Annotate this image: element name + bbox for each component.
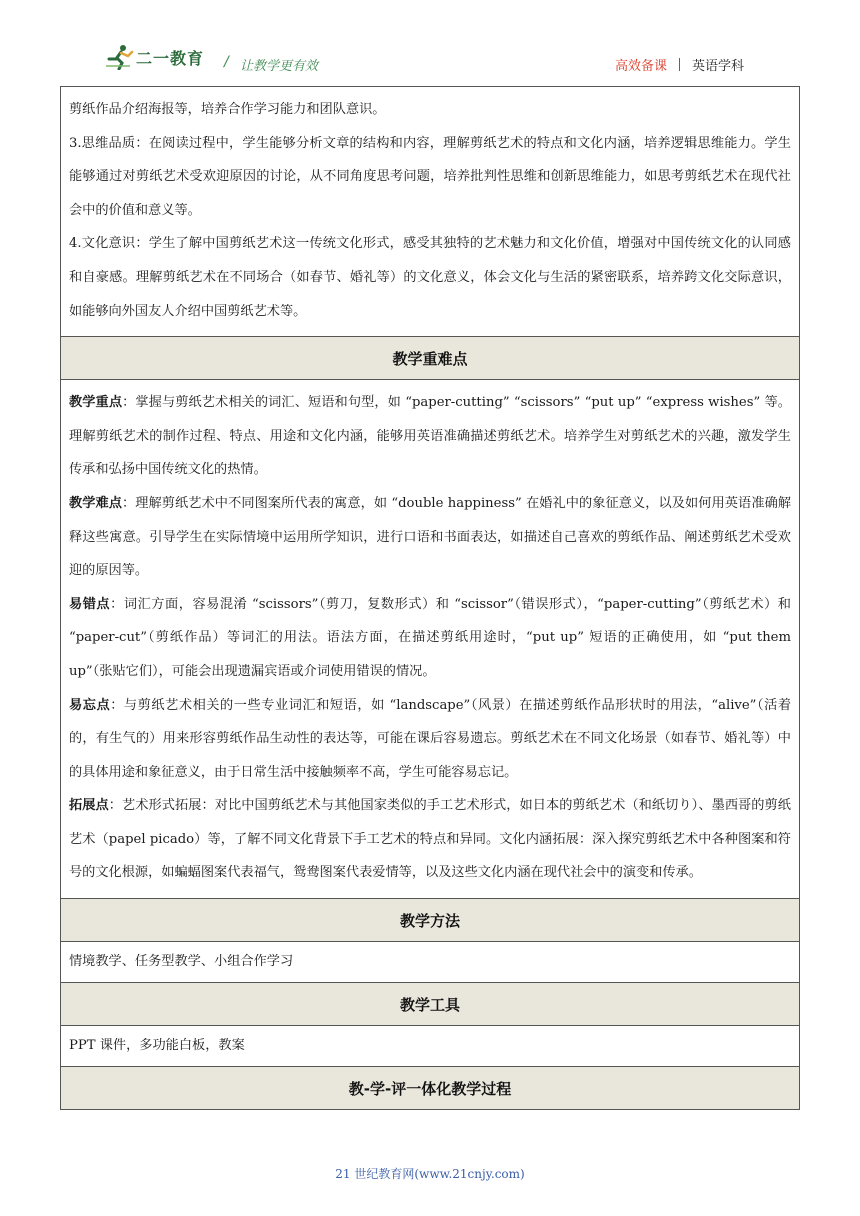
key-points-text: [61, 380, 799, 898]
objectives-text: [61, 87, 799, 336]
objective-thinking: 3.思维品质：在阅读过程中，学生能够分析文章的结构和内容，理解剪纸艺术的特点和文化内涵，培养逻辑思维能力。学生能够通过对剪纸艺术受欢迎原因的讨论，从不同角度思考问题，培养批判性思维和创新思维能力，如思考剪纸艺术在现代社会中的价值和意义等。: [69, 135, 791, 218]
easily-forgotten-points: [69, 689, 791, 790]
tools-cell: [61, 1026, 800, 1067]
objectives-row: [61, 87, 800, 337]
error-prone-label: 易错点: [69, 596, 111, 612]
tools-row: [61, 1026, 800, 1067]
methods-heading-row: [61, 899, 800, 942]
methods-heading: 教学方法: [61, 899, 800, 942]
header-accent-label: 高效备课: [614, 59, 667, 74]
teaching-focus: [69, 386, 791, 487]
methods-row: [61, 942, 800, 983]
teaching-difficulty-label: 教学难点: [69, 495, 123, 511]
page-footer: 21 世纪教育网(www.21cnjy.com): [335, 1167, 525, 1181]
teaching-difficulty: [69, 487, 791, 588]
page-header: [0, 0, 860, 86]
header-right: [615, 55, 744, 74]
objective-culture: 4.文化意识：学生了解中国剪纸艺术这一传统文化形式，感受其独特的艺术魅力和文化价值，增强对中国传统文化的认同感和自豪感。理解剪纸艺术在不同场合（如春节、婚礼等）的文化意义，体会文化与生活的紧密联系，培养跨文化交际意识，如能够向外国友人介绍中国剪纸艺术等。: [69, 236, 791, 319]
runner-logo-icon: [104, 44, 134, 70]
key-points-row: [61, 380, 800, 899]
easily-forgotten-text: ：与剪纸艺术相关的一些专业词汇和短语，如 “landscape”（风景）在描述剪纸作品形状时的用法，“alive”（活着的，有生气的）用来形容剪纸作品生动性的表达等，可能在课后容易遗忘。剪纸艺术在不同文化场景（如春节、婚礼等）中的具体用途和象征意义，由于日常生活中接触频率不高，学生可能容易忘记。: [69, 697, 792, 780]
extension-text: ：艺术形式拓展：对比中国剪纸艺术与其他国家类似的手工艺术形式，如日本的剪纸艺术（和纸切り）、墨西哥的剪纸艺术（papel picado）等，了解不同文化背景下手工艺术的特点和异同。文化内涵拓展：深入探究剪纸艺术中各种图案和符号的文化根源，如蝙蝠图案代表福气，鸳鸯图案代表爱情等，以及这些文化内涵在现代社会中的演变和传承。: [69, 798, 791, 881]
key-points-cell: [61, 380, 800, 899]
slogan: 让教学更有效: [240, 59, 319, 74]
objectives-cell: [61, 87, 800, 337]
teaching-focus-text: ：掌握与剪纸艺术相关的词汇、短语和句型，如 “paper-cutting” “scissors” “put up” “express wishes” 等。理解剪纸艺术的制作过程、特点、用途和文化内涵，能够用英语准确描述剪纸艺术。培养学生对剪纸艺术的兴趣，激发学生传承和弘扬中国传统文化的热情。: [69, 395, 791, 478]
extension-points: [69, 789, 791, 890]
key-points-heading: 教学重难点: [61, 337, 800, 380]
lesson-plan-table: [60, 86, 800, 1110]
process-heading: 教-学-评一体化教学过程: [61, 1067, 800, 1110]
teaching-difficulty-text: ：理解剪纸艺术中不同图案所代表的寓意，如 “double happiness” 在婚礼中的象征意义，以及如何用英语准确解释这些寓意。引导学生在实际情境中运用所学知识，进行口语和书面表达，如描述自己喜欢的剪纸作品、阐述剪纸艺术受欢迎的原因等。: [69, 495, 792, 579]
tools-text: PPT 课件，多功能白板，教案: [69, 1038, 245, 1054]
key-points-heading-row: [61, 337, 800, 380]
easily-forgotten-label: 易忘点: [69, 697, 111, 713]
teaching-focus-label: 教学重点: [69, 395, 123, 411]
objectives-continued: 剪纸作品介绍海报等，培养合作学习能力和团队意识。: [69, 102, 386, 117]
extension-label: 拓展点: [69, 798, 109, 814]
error-prone-points: [69, 588, 791, 689]
logo: [104, 44, 204, 70]
methods-text: 情境教学、任务型教学、小组合作学习: [69, 954, 294, 970]
header-divider: [679, 58, 680, 71]
tools-heading-row: [61, 983, 800, 1026]
slogan-separator: /: [224, 54, 229, 70]
tools-heading: 教学工具: [61, 983, 800, 1026]
header-subject-label: 英语学科: [691, 59, 744, 74]
error-prone-text: ：词汇方面，容易混淆 “scissors”（剪刀，复数形式）和 “scissor”（错误形式），“paper-cutting”（剪纸艺术）和 “paper-cut”（剪纸作品）等词汇的用法。语法方面，在描述剪纸用途时，“put up” 短语的正确使用，如 “put them up”（张贴它们），可能会出现遗漏宾语或介词使用错误的情况。: [69, 596, 791, 679]
methods-cell: [61, 942, 800, 983]
process-heading-row: [61, 1067, 800, 1110]
logo-text: 二一教育: [136, 48, 205, 68]
